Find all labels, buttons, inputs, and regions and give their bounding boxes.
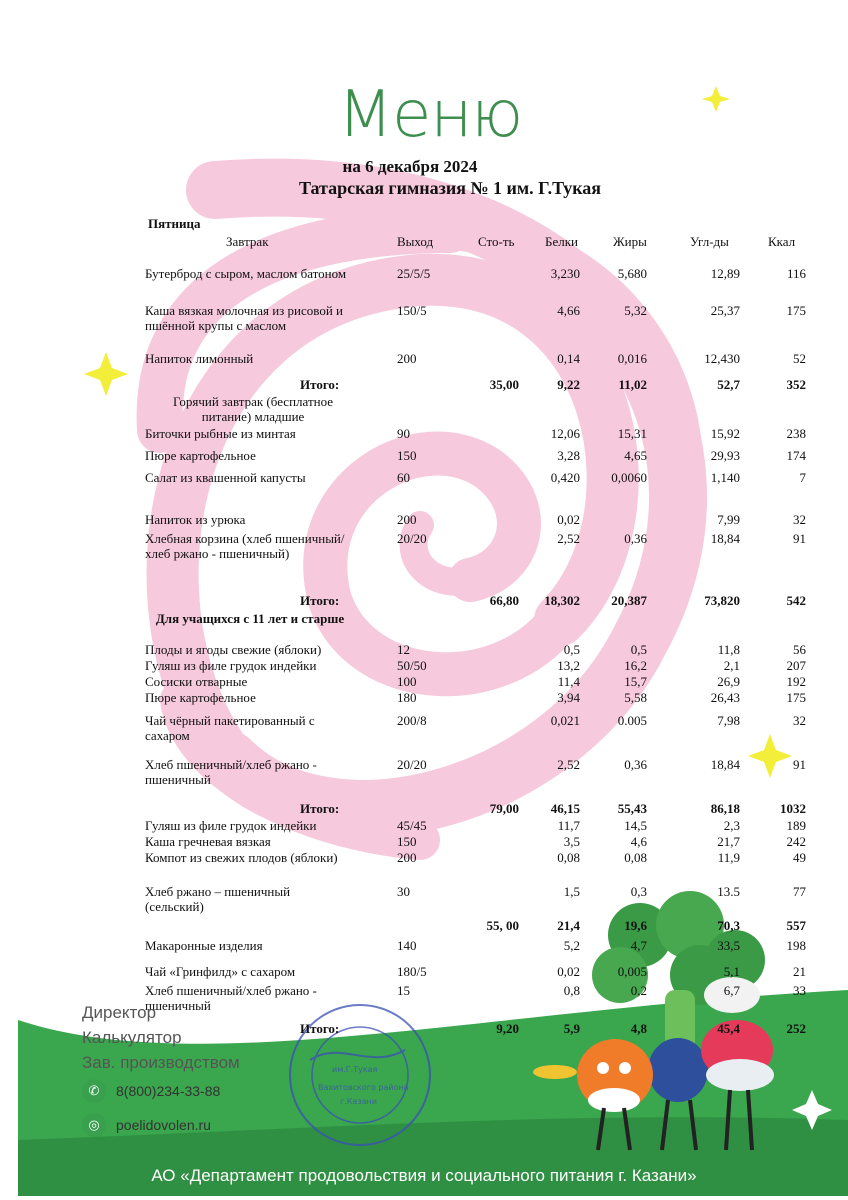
cell-fat: 0.005	[617, 713, 647, 728]
cell-protein: 3,28	[557, 448, 580, 463]
cell-name: Каша гречневая вязкая	[145, 834, 271, 849]
role-calculator: Калькулятор	[82, 1028, 182, 1047]
cell-carbs: 52,7	[717, 377, 740, 392]
cell-output: 200	[397, 351, 417, 366]
cell-protein: 18,302	[544, 593, 580, 608]
cell-kcal: 207	[786, 658, 806, 673]
cell-carbs: 86,18	[710, 801, 740, 816]
cell-protein: 9,22	[557, 377, 580, 392]
cell-output: 180/5	[397, 964, 427, 979]
school-name: Татарская гимназия № 1 им. Г.Тукая	[298, 178, 602, 198]
cell-fat: 0,2	[630, 983, 647, 998]
cell-carbs: 13.5	[717, 884, 740, 899]
cell-carbs: 18,84	[710, 757, 740, 772]
cell-fat: 11,02	[618, 377, 647, 392]
cell-fat: 5,32	[624, 303, 647, 318]
cell-carbs: 29,93	[710, 448, 740, 463]
website-contact	[82, 1113, 211, 1137]
cell-name: Хлебная корзина (хлеб пшеничный/хлеб ржано - пшеничный)	[145, 531, 345, 561]
cell-carbs: 26,43	[710, 690, 740, 705]
cell-fat: 19,6	[624, 918, 647, 933]
cell-kcal: 252	[786, 1021, 806, 1036]
cell-fat: 5,58	[624, 690, 647, 705]
cell-kcal: 91	[793, 531, 806, 546]
cell-fat: 0,5	[630, 642, 647, 657]
cell-cost: 55, 00	[486, 918, 519, 933]
cell-fat: 0,0060	[611, 470, 647, 485]
cell-fat: 0,08	[624, 850, 647, 865]
cell-output: 15	[397, 983, 410, 998]
company-name: АО «Департамент продовольствия и социального питания г. Казани»	[151, 1166, 697, 1185]
cell-kcal: 1032	[780, 801, 806, 816]
section-over-11: Для учащихся с 11 лет и старше	[155, 611, 345, 626]
cell-name: Итого:	[300, 377, 340, 392]
cell-kcal: 174	[786, 448, 806, 463]
cell-kcal: 56	[793, 642, 806, 657]
cell-kcal: 352	[786, 377, 806, 392]
cell-carbs: 26,9	[717, 674, 740, 689]
cell-protein: 2,52	[557, 757, 580, 772]
cell-carbs: 5,1	[723, 964, 740, 979]
cell-carbs: 6,7	[723, 983, 740, 998]
cell-carbs: 12,89	[710, 266, 740, 281]
cell-fat: 55,43	[617, 801, 647, 816]
cell-protein: 0,021	[550, 713, 580, 728]
cell-output: 60	[397, 470, 410, 485]
cell-name: Итого:	[300, 801, 340, 816]
col-fat: Жиры	[613, 234, 647, 249]
cell-protein: 11,4	[557, 674, 580, 689]
cell-name: Хлеб ржано – пшеничный (сельский)	[145, 884, 291, 914]
section-hot-breakfast: Горячий завтрак (бесплатное питание) младшие	[172, 394, 334, 424]
cell-fat: 0,005	[617, 964, 647, 979]
cell-output: 20/20	[397, 757, 427, 772]
cell-carbs: 12,430	[704, 351, 740, 366]
cell-fat: 0,016	[617, 351, 647, 366]
col-cost: Сто-ть	[478, 234, 515, 249]
phone-contact	[82, 1079, 220, 1103]
cell-cost: 66,80	[489, 593, 519, 608]
cell-protein: 5,9	[563, 1021, 580, 1036]
col-output: Выход	[397, 234, 434, 249]
cell-protein: 0,420	[550, 470, 580, 485]
cell-output: 200	[397, 512, 417, 527]
cell-output: 150	[397, 448, 417, 463]
cell-name: Чай чёрный пакетированный с сахаром	[145, 713, 315, 743]
cell-carbs: 25,37	[710, 303, 740, 318]
cell-kcal: 49	[793, 850, 806, 865]
cell-carbs: 45,4	[717, 1021, 740, 1036]
cell-kcal: 542	[786, 593, 806, 608]
cell-carbs: 73,820	[704, 593, 740, 608]
cell-protein: 0,5	[563, 642, 580, 657]
role-production-head: Зав. производством	[82, 1053, 240, 1072]
cell-protein: 4,66	[557, 303, 580, 318]
cell-kcal: 33	[793, 983, 806, 998]
cell-carbs: 11,8	[717, 642, 740, 657]
cell-output: 180	[397, 690, 417, 705]
menu-date: на 6 декабря 2024	[342, 157, 478, 176]
cell-protein: 21,4	[557, 918, 580, 933]
cell-name: Биточки рыбные из минтая	[145, 426, 296, 441]
cell-protein: 3,94	[557, 690, 580, 705]
website-url: poelidovolen.ru	[116, 1117, 211, 1133]
cell-name: Сосиски отварные	[145, 674, 248, 689]
cell-carbs: 33,5	[717, 938, 740, 953]
cell-fat: 4,8	[630, 1021, 647, 1036]
cell-name: Хлеб пшеничный/хлеб ржано - пшеничный	[145, 757, 317, 787]
cell-fat: 5,680	[617, 266, 647, 281]
cell-protein: 1,5	[563, 884, 580, 899]
cell-name: Пюре картофельное	[145, 690, 256, 705]
cell-protein: 3,5	[563, 834, 580, 849]
cell-name: Напиток лимонный	[145, 351, 254, 366]
cell-protein: 12,06	[550, 426, 580, 441]
cell-kcal: 52	[793, 351, 806, 366]
phone-number: 8(800)234-33-88	[116, 1083, 221, 1099]
cell-fat: 15,7	[624, 674, 647, 689]
cell-kcal: 77	[793, 884, 806, 899]
col-protein: Белки	[545, 234, 578, 249]
cell-name: Салат из квашенной капусты	[145, 470, 306, 485]
cell-fat: 0,36	[624, 531, 647, 546]
cell-protein: 0,02	[557, 964, 580, 979]
cell-output: 12	[397, 642, 410, 657]
globe-icon: ◎	[82, 1113, 106, 1137]
cell-output: 200	[397, 850, 417, 865]
cell-kcal: 192	[786, 674, 806, 689]
col-carbs: Угл-ды	[690, 234, 729, 249]
cell-output: 30	[397, 884, 410, 899]
cell-output: 90	[397, 426, 410, 441]
cell-kcal: 116	[786, 266, 806, 281]
cell-kcal: 238	[786, 426, 806, 441]
cell-carbs: 2,3	[723, 818, 740, 833]
cell-fat: 16,2	[624, 658, 647, 673]
cell-fat: 15,31	[617, 426, 647, 441]
cell-output: 100	[397, 674, 417, 689]
cell-protein: 13,2	[557, 658, 580, 673]
cell-name: Каша вязкая молочная из рисовой и пшённой крупы с маслом	[145, 303, 343, 333]
col-kcal: Ккал	[768, 234, 796, 249]
cell-carbs: 21,7	[717, 834, 740, 849]
cell-kcal: 189	[786, 818, 806, 833]
cell-carbs: 1,140	[710, 470, 740, 485]
cell-output: 25/5/5	[397, 266, 431, 281]
cell-fat: 20,387	[611, 593, 647, 608]
cell-kcal: 242	[786, 834, 806, 849]
cell-fat: 0,36	[624, 757, 647, 772]
cell-kcal: 175	[786, 690, 806, 705]
cell-name: Чай «Гринфилд» с сахаром	[145, 964, 296, 979]
role-director: Директор	[82, 1003, 157, 1022]
cell-protein: 0,02	[557, 512, 580, 527]
cell-name: Гуляш из филе грудок индейки	[145, 658, 317, 673]
cell-protein: 11,7	[557, 818, 580, 833]
phone-icon: ✆	[82, 1079, 106, 1103]
cell-output: 140	[397, 938, 417, 953]
cell-name: Напиток из урюка	[145, 512, 246, 527]
cell-carbs: 2,1	[723, 658, 740, 673]
cell-kcal: 7	[799, 470, 806, 485]
cell-fat: 4,65	[624, 448, 647, 463]
cell-cost: 35,00	[489, 377, 519, 392]
cell-name: Пюре картофельное	[145, 448, 256, 463]
cell-carbs: 7,99	[717, 512, 740, 527]
cell-protein: 3,230	[550, 266, 580, 281]
cell-kcal: 32	[793, 713, 806, 728]
cell-fat: 4,7	[630, 938, 647, 953]
cell-fat: 14,5	[624, 818, 647, 833]
cell-output: 200/8	[397, 713, 427, 728]
cell-kcal: 91	[793, 757, 806, 772]
cell-output: 150/5	[397, 303, 427, 318]
cell-carbs: 11,9	[717, 850, 740, 865]
day-of-week: Пятница	[148, 216, 201, 231]
svg-text:г.Казани: г.Казани	[340, 1097, 377, 1106]
cell-name: Бутерброд с сыром, маслом батоном	[145, 266, 347, 281]
cell-carbs: 7,98	[717, 713, 740, 728]
cell-output: 45/45	[397, 818, 427, 833]
cell-name: Итого:	[300, 593, 340, 608]
cell-protein: 0,8	[563, 983, 580, 998]
cell-output: 50/50	[397, 658, 427, 673]
cell-cost: 79,00	[489, 801, 519, 816]
cell-kcal: 198	[786, 938, 806, 953]
cell-kcal: 32	[793, 512, 806, 527]
svg-text:Вахитовского района: Вахитовского района	[318, 1083, 409, 1092]
cell-fat: 0,3	[630, 884, 647, 899]
cell-carbs: 15,92	[710, 426, 740, 441]
cell-name: Макаронные изделия	[145, 938, 263, 953]
cell-name: Итого:	[300, 1021, 340, 1036]
cell-name: Хлеб пшеничный/хлеб ржано - пшеничный	[145, 983, 317, 1013]
cell-cost: 9,20	[496, 1021, 519, 1036]
cell-name: Компот из свежих плодов (яблоки)	[145, 850, 338, 865]
cell-name: Гуляш из филе грудок индейки	[145, 818, 317, 833]
cell-carbs: 70,3	[717, 918, 740, 933]
cell-kcal: 21	[793, 964, 806, 979]
col-meal: Завтрак	[226, 234, 269, 249]
cell-kcal: 175	[786, 303, 806, 318]
cell-carbs: 18,84	[710, 531, 740, 546]
cell-protein: 46,15	[550, 801, 580, 816]
cell-protein: 2,52	[557, 531, 580, 546]
menu-title: Меню	[337, 78, 523, 152]
cell-protein: 0,14	[557, 351, 580, 366]
cell-output: 150	[397, 834, 417, 849]
cell-protein: 0,08	[557, 850, 580, 865]
cell-name: Плоды и ягоды свежие (яблоки)	[145, 642, 322, 657]
cell-protein: 5,2	[563, 938, 580, 953]
cell-fat: 4,6	[630, 834, 647, 849]
svg-text:им.Г.Тукая: им.Г.Тукая	[332, 1065, 378, 1074]
cell-kcal: 557	[786, 918, 806, 933]
cell-output: 20/20	[397, 531, 427, 546]
